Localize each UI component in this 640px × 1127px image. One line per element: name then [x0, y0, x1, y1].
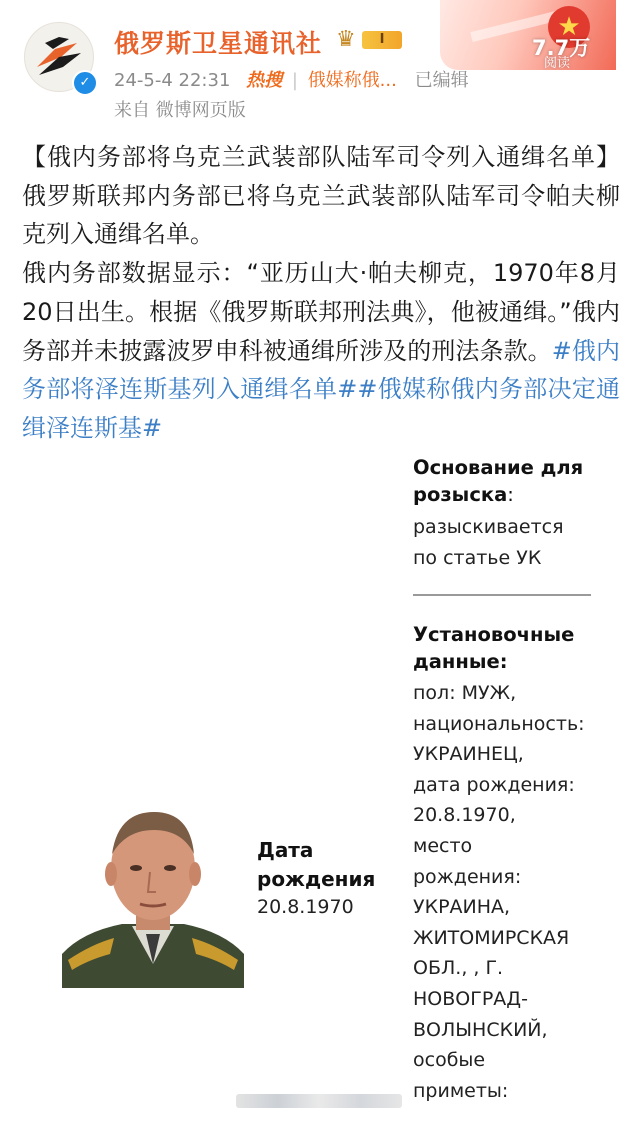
hot-topic-link[interactable]: 俄媒称俄...: [307, 70, 397, 91]
birth-value: 20.8.1970: [257, 896, 354, 918]
basis-label: Основание для розыска:: [413, 456, 584, 506]
hashtag-link[interactable]: #俄媒称俄内务部决定通缉泽连斯基#: [22, 375, 621, 442]
basis-value: разыскивается по статье УК: [413, 516, 564, 569]
details-line: УКРАИНЕЦ,: [413, 743, 524, 766]
details-line: 20.8.1970,: [413, 804, 516, 827]
post-paragraph-text: 俄内务部数据显示：“亚历山大·帕夫柳克，1970年8月20日出生。根据《俄罗斯联邦刑法典》，他被通缉。”俄内务部并未披露波罗申科被通缉所涉及的刑法条款。: [22, 259, 620, 365]
details-line: ЖИТОМИРСКАЯ: [413, 926, 570, 949]
details-label: Установочные данные:: [413, 623, 575, 673]
details-line: ВОЛЫНСКИЙ,: [413, 1018, 548, 1041]
birth-label: Дата рождения: [257, 838, 376, 891]
details-line: национальность:: [413, 712, 585, 735]
post-body: [22, 138, 620, 448]
details-line: пол: МУЖ,: [413, 682, 517, 704]
details-line: УКРАИНА,: [413, 896, 511, 919]
blurred-watermark: [236, 1094, 402, 1108]
account-name[interactable]: 俄罗斯卫星通讯社: [114, 29, 323, 58]
post-paragraph: [22, 254, 620, 448]
hashtag-link[interactable]: #俄内务部将泽连斯基列入通缉名单#: [22, 336, 621, 404]
crown-icon: ♛: [336, 27, 356, 52]
star-emblem-icon: ★: [548, 6, 590, 48]
verified-badge-icon: ✓: [72, 70, 98, 96]
person-photo: [62, 804, 244, 988]
details-list: [413, 678, 585, 1106]
details-line: НОВОГРАД-: [413, 987, 528, 1010]
read-label: 阅读: [544, 56, 571, 71]
post-meta: [114, 66, 469, 92]
member-badge[interactable]: [336, 28, 404, 52]
edited-label[interactable]: 已编辑: [414, 70, 469, 91]
details-line: рождения:: [413, 865, 522, 888]
post-paragraph: 【俄内务部将乌克兰武装部队陆军司令列入通缉名单】俄罗斯联邦内务部已将乌克兰武装部队陆军司令帕夫柳克列入通缉名单。: [22, 143, 620, 249]
divider: [413, 594, 591, 596]
details-line: особые: [413, 1049, 486, 1072]
details-line: место: [413, 834, 473, 857]
post-header: [0, 0, 640, 130]
details-line: ОБЛ., , Г.: [413, 957, 504, 980]
read-count: 7.7万: [532, 36, 591, 60]
hot-search-label[interactable]: 热搜: [246, 70, 283, 91]
post-timestamp: 24-5-4 22:31: [114, 70, 231, 91]
attached-image[interactable]: [0, 448, 640, 1127]
meta-separator: |: [291, 70, 298, 91]
details-line: дата рождения:: [413, 773, 575, 796]
post-source: 来自 微博网页版: [114, 100, 246, 121]
details-line: приметы:: [413, 1079, 509, 1102]
member-level: I: [362, 31, 402, 49]
